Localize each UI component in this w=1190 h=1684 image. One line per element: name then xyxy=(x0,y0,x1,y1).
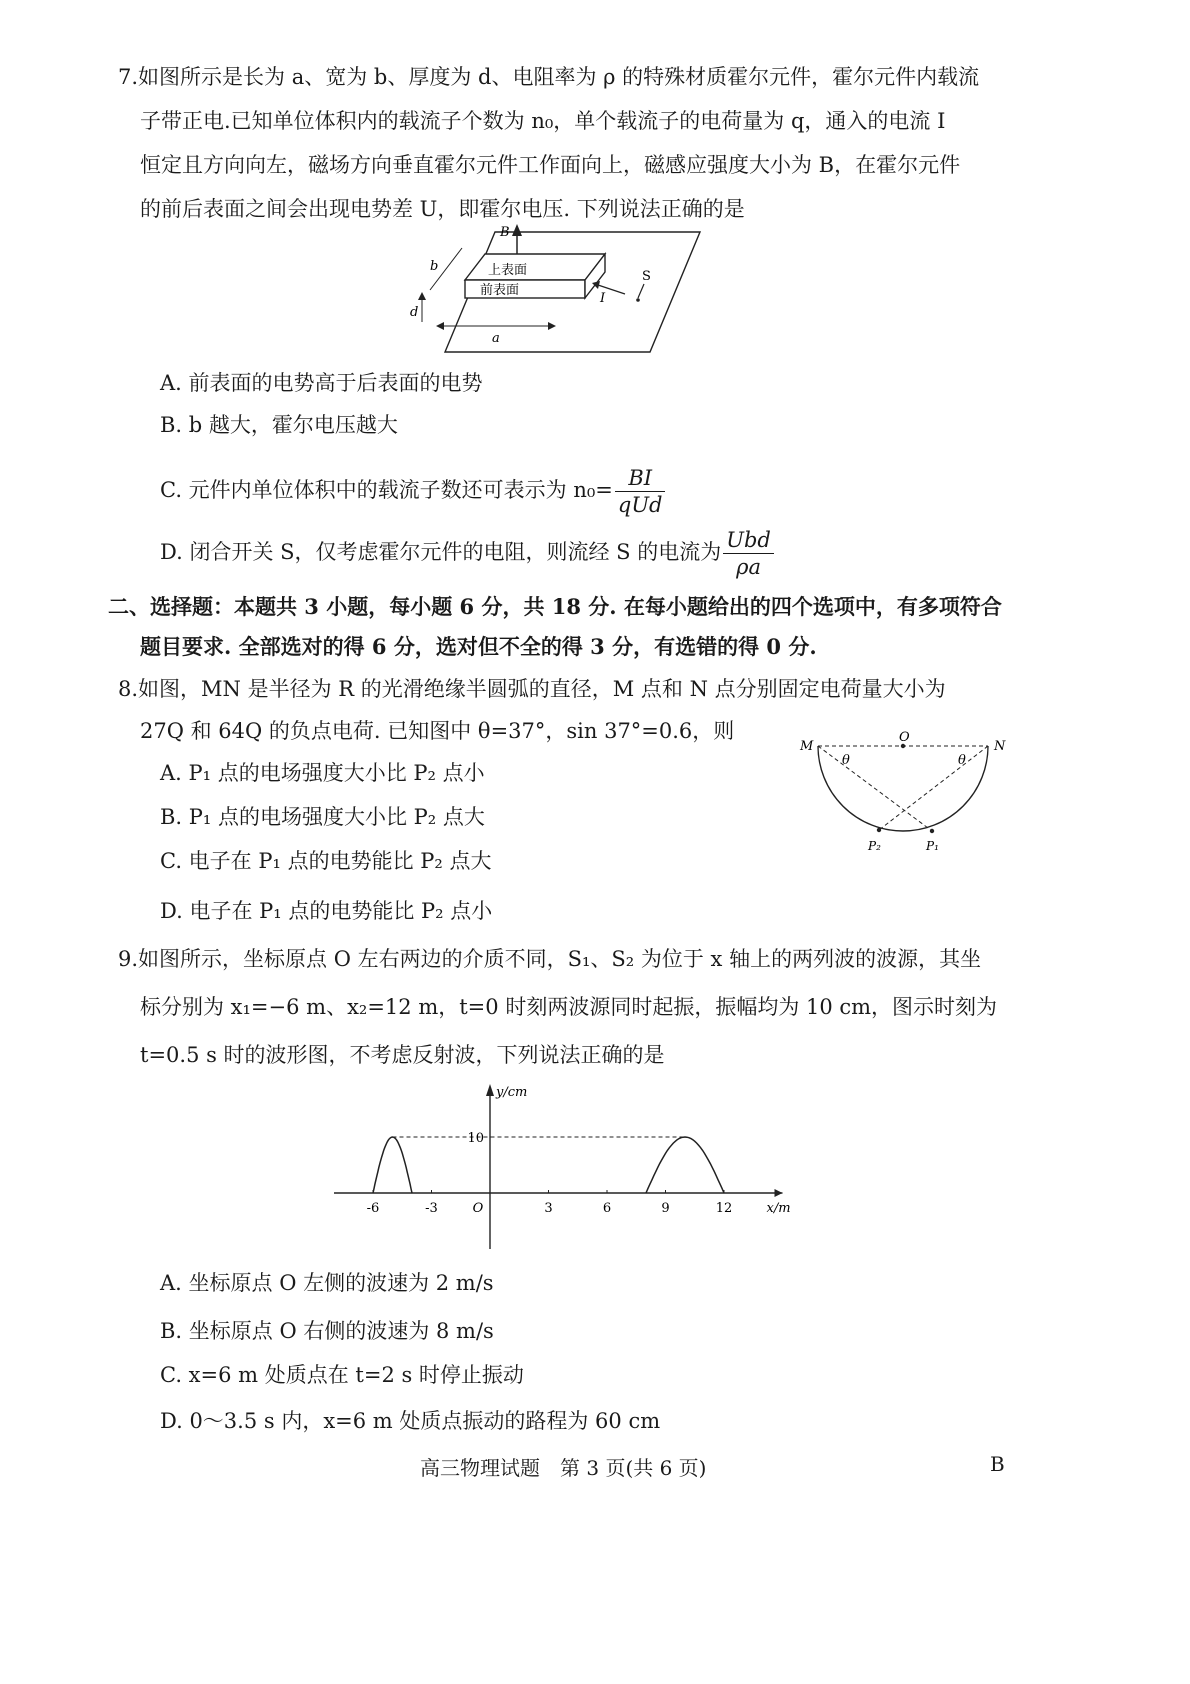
label-O: O xyxy=(899,730,910,745)
q9-option-c: C. x=6 m 处质点在 t=2 s 时停止振动 xyxy=(160,1363,524,1387)
q7-option-a: A. 前表面的电势高于后表面的电势 xyxy=(160,371,483,395)
label-b: b xyxy=(430,259,439,274)
x-axis-label: x/m xyxy=(766,1201,791,1216)
label-front-face: 前表面 xyxy=(480,283,520,298)
q7-line-3: 恒定且方向向左，磁场方向垂直霍尔元件工作面向上，磁感应强度大小为 B，在霍尔元件 xyxy=(140,153,961,177)
q7-d-numerator: Ubd xyxy=(723,527,774,554)
q7-option-c-text: C. 元件内单位体积中的载流子数还可表示为 n₀= xyxy=(160,478,613,502)
y-axis-label: y/cm xyxy=(496,1085,528,1100)
page-version-letter: B xyxy=(990,1452,1005,1476)
x-tick-label: 3 xyxy=(544,1201,553,1216)
q7-option-d xyxy=(160,524,776,580)
x-tick-label: O xyxy=(472,1201,484,1216)
q9-option-b: B. 坐标原点 O 右侧的波速为 8 m/s xyxy=(160,1319,494,1343)
x-axis-arrow xyxy=(775,1189,783,1197)
label-I: I xyxy=(600,291,606,306)
q8-option-c: C. 电子在 P₁ 点的电势能比 P₂ 点大 xyxy=(160,849,492,873)
q8-option-b: B. P₁ 点的电场强度大小比 P₂ 点大 xyxy=(160,805,485,829)
y-axis-arrow xyxy=(486,1084,494,1096)
wave-series-2 xyxy=(646,1137,724,1193)
x-tick-label: -3 xyxy=(425,1201,438,1216)
q8-line-2: 27Q 和 64Q 的负点电荷. 已知图中 θ=37°，sin 37°=0.6，则 xyxy=(140,719,735,743)
q7-option-d-fraction xyxy=(723,527,774,580)
q7-option-b: B. b 越大，霍尔电压越大 xyxy=(160,413,398,437)
hall-element-figure xyxy=(400,222,730,362)
label-theta-right: θ xyxy=(958,753,966,768)
q7-option-d-text: D. 闭合开关 S，仅考虑霍尔元件的电阻，则流经 S 的电流为 xyxy=(160,540,722,564)
q9-line-1: 9.如图所示，坐标原点 O 左右两边的介质不同，S₁、S₂ 为位于 x 轴上的两列波的波源，其坐 xyxy=(118,947,982,971)
y-tick-label: 10 xyxy=(467,1131,484,1146)
q7-line-1: 7.如图所示是长为 a、宽为 b、厚度为 d、电阻率为 ρ 的特殊材质霍尔元件，霍尔元件内载流 xyxy=(118,65,980,89)
q9-option-d: D. 0～3.5 s 内，x=6 m 处质点振动的路程为 60 cm xyxy=(160,1409,661,1433)
q9-line-2: 标分别为 x₁=−6 m、x₂=12 m，t=0 时刻两波源同时起振，振幅均为 10 cm，图示时刻为 xyxy=(140,995,998,1019)
q7-line-2: 子带正电.已知单位体积内的载流子个数为 n₀，单个载流子的电荷量为 q，通入的电流 I xyxy=(140,109,946,133)
section-2-line-2: 题目要求. 全部选对的得 6 分，选对但不全的得 3 分，有选错的得 0 分. xyxy=(140,634,817,659)
x-tick-label: 9 xyxy=(661,1201,670,1216)
label-N: N xyxy=(994,739,1006,754)
q7-c-denominator: qUd xyxy=(617,493,663,517)
q9-line-3: t=0.5 s 时的波形图，不考虑反射波，下列说法正确的是 xyxy=(140,1043,665,1067)
wave-chart xyxy=(330,1080,800,1260)
x-tick-label: -6 xyxy=(366,1201,380,1216)
x-tick-label: 6 xyxy=(602,1201,612,1216)
label-a: a xyxy=(492,331,500,346)
q8-option-d: D. 电子在 P₁ 点的电势能比 P₂ 点小 xyxy=(160,899,493,923)
q7-d-denominator: ρa xyxy=(736,555,761,579)
wave-labels xyxy=(367,1085,791,1216)
wave-series-1 xyxy=(373,1137,412,1193)
q8-line-1: 8.如图，MN 是半径为 R 的光滑绝缘半圆弧的直径，M 点和 N 点分别固定电荷量大小为 xyxy=(118,677,946,701)
label-theta-left: θ xyxy=(842,753,850,768)
label-B: B xyxy=(500,225,510,240)
section-2-line-1: 二、选择题：本题共 3 小题，每小题 6 分，共 18 分. 在每小题给出的四个选项中，有多项符合 xyxy=(108,594,1002,619)
label-S: S xyxy=(642,269,651,284)
label-d: d xyxy=(410,305,419,320)
label-top-face: 上表面 xyxy=(488,263,528,278)
q9-option-a: A. 坐标原点 O 左侧的波速为 2 m/s xyxy=(160,1271,494,1295)
q8-option-a: A. P₁ 点的电场强度大小比 P₂ 点小 xyxy=(160,761,485,785)
semicircle-figure xyxy=(788,730,1028,890)
q7-c-numerator: BI xyxy=(615,465,666,492)
label-P2: P₂ xyxy=(868,839,881,853)
q7-option-c xyxy=(160,462,667,518)
wave-series xyxy=(373,1137,724,1193)
label-M: M xyxy=(800,739,814,754)
q7-line-4: 的前后表面之间会出现电势差 U，即霍尔电压. 下列说法正确的是 xyxy=(140,197,745,221)
label-P1: P₁ xyxy=(926,839,939,853)
x-tick-label: 12 xyxy=(715,1201,733,1216)
page-footer-title: 高三物理试题 第 3 页(共 6 页) xyxy=(420,1456,707,1480)
q7-option-c-fraction xyxy=(615,465,666,518)
wave-axes xyxy=(334,1084,783,1249)
